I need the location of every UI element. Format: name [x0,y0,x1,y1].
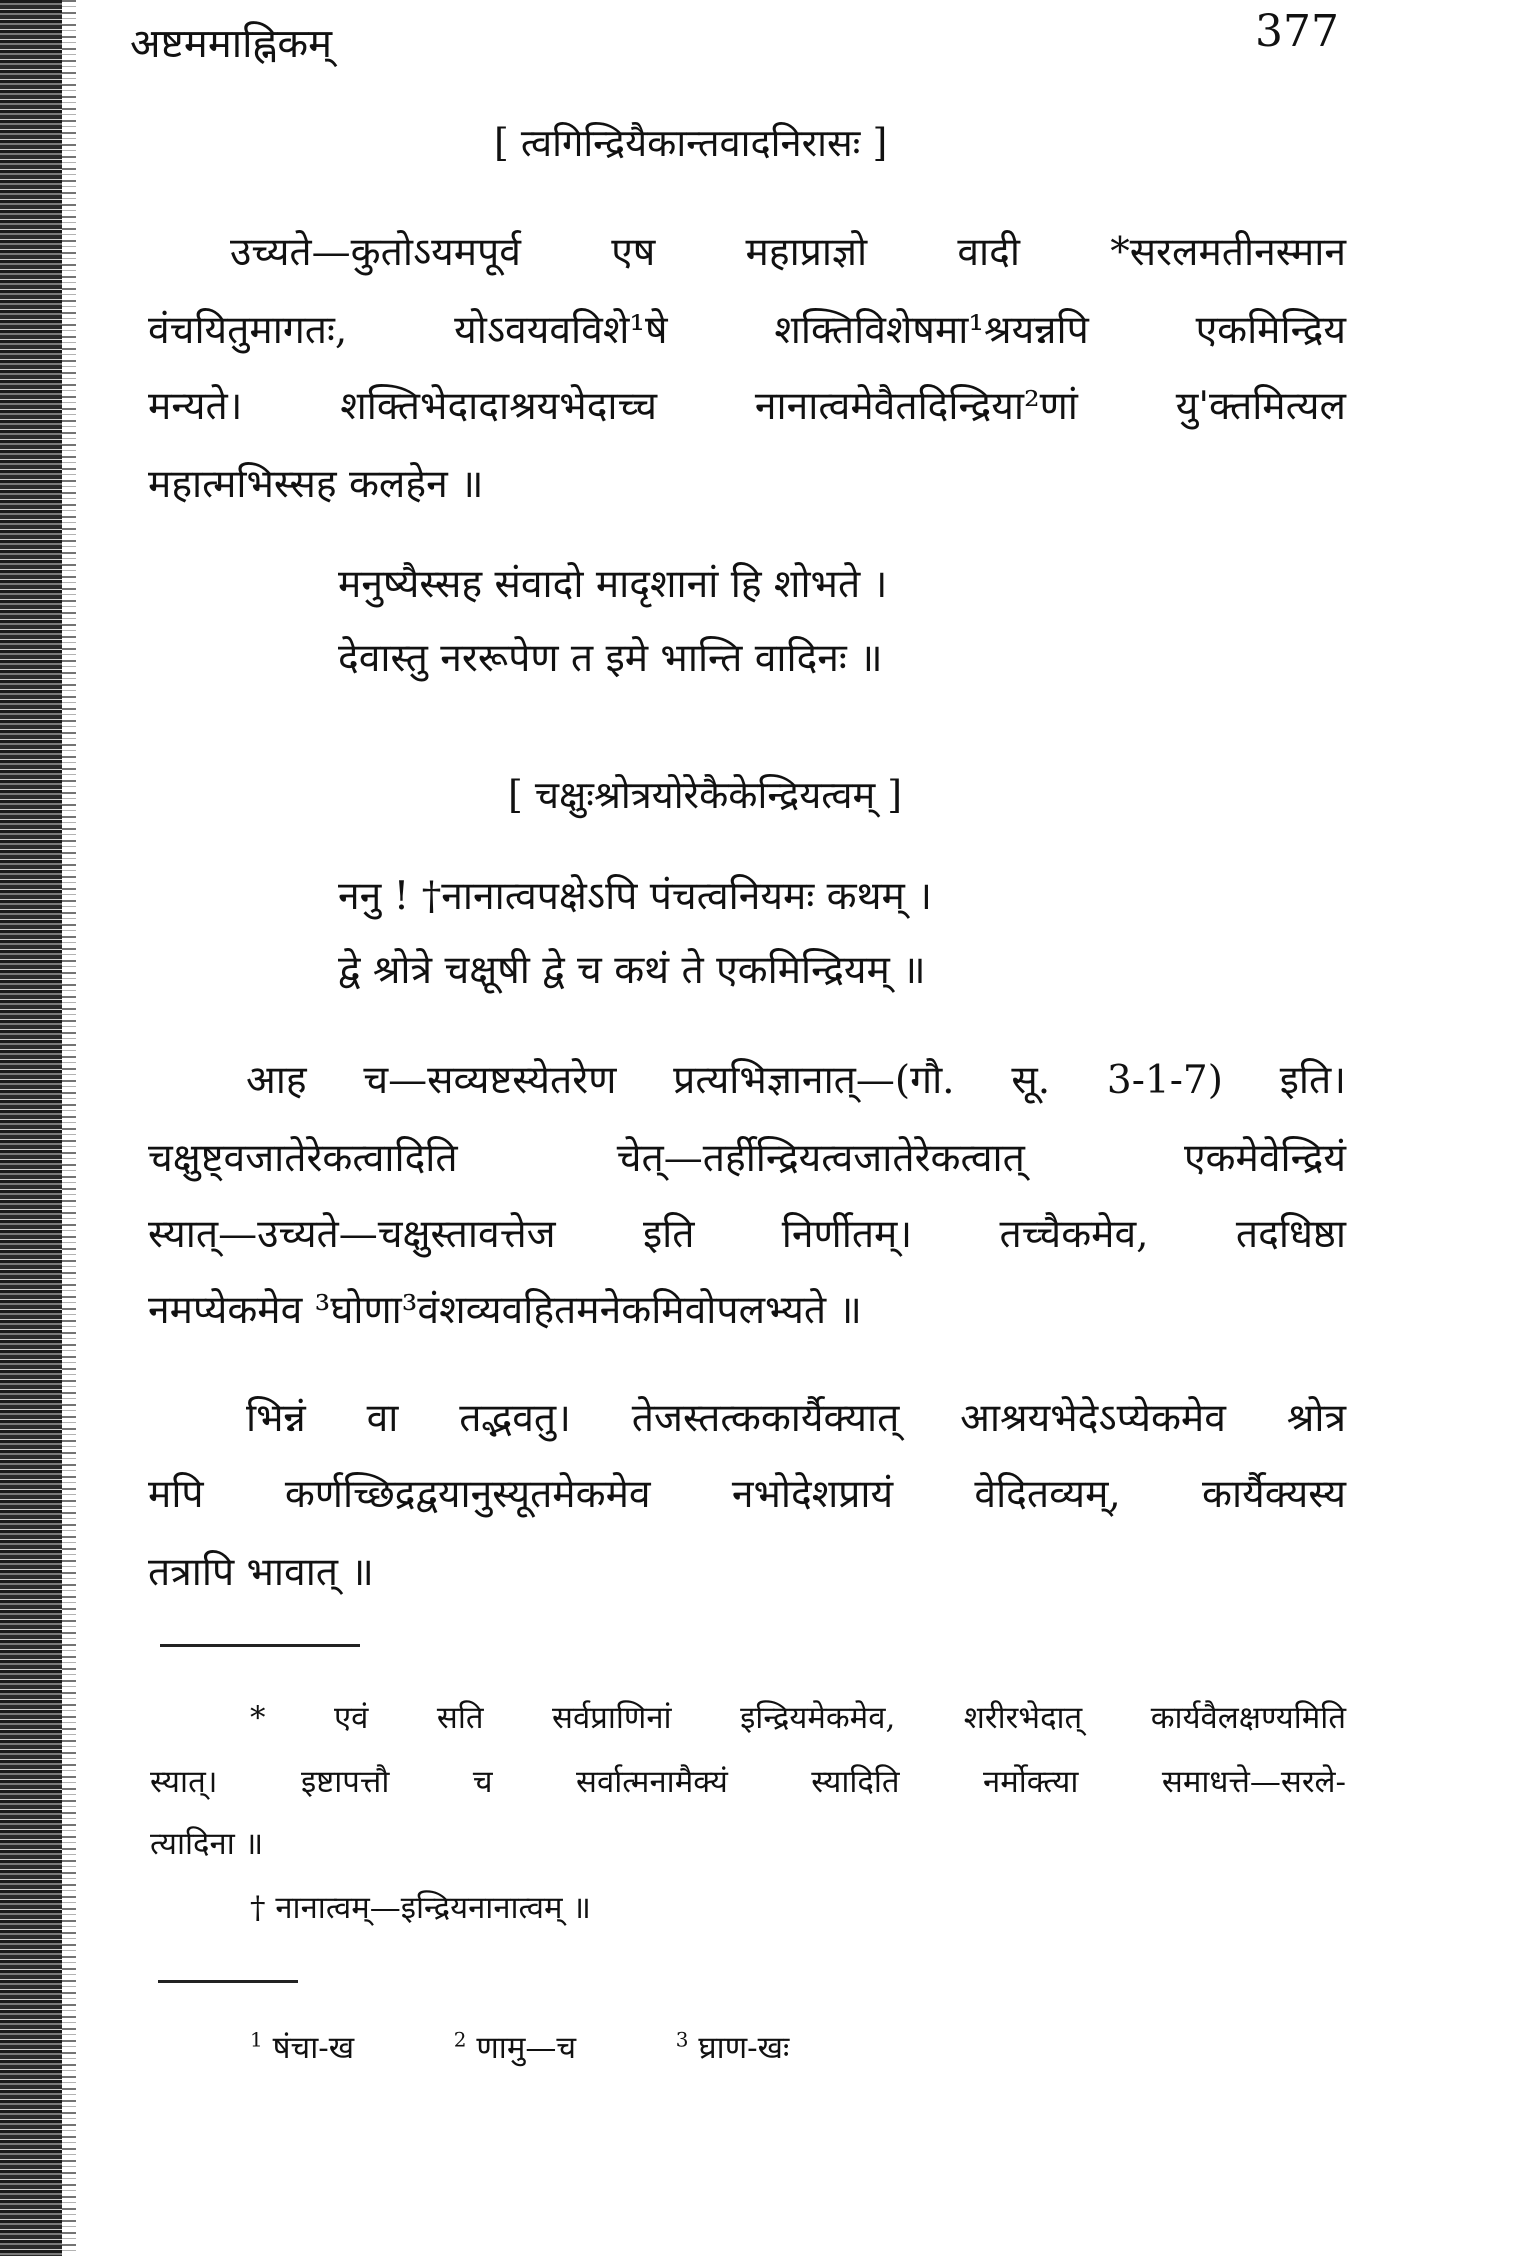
paragraph-1-line-4: महात्मभिस्सह कलहेन ॥ [148,462,484,507]
paragraph-3-line-2: मपि कर्णच्छिद्रद्वयानुस्यूतमेकमेव नभोदेशप्रायं वेदितव्यम्, कार्यैक्यस्य [148,1472,1346,1517]
paragraph-1-line-2: वंचयितुमागतः, योऽवयवविशे¹षे शक्तिविशेषमा¹श्रयन्नपि एकमिन्द्रिय [148,308,1346,353]
paragraph-3-line-1: भिन्नं वा तद्भवतु। तेजस्तत्ककार्यैक्यात् आश्रयभेदेऽप्येकमेव श्रोत्र [246,1396,1346,1441]
variant-3 [675,2027,790,2066]
book-binding-edge [0,0,62,2256]
variant-3-text: घ्राण-खः [698,2030,790,2066]
paragraph-3-line-3: तत्रापि भावात् ॥ [148,1550,374,1595]
paragraph-2-line-4: नमप्येकमेव ³घोणा³वंशव्यवहितमनेकमिवोपलभ्यते ॥ [148,1288,862,1333]
variant-1-mark: 1 [250,2027,263,2052]
verse-2-line-2: द्वे श्रोत्रे चक्षूषी द्वे च कथं ते एकमिन्द्रियम् ॥ [338,948,926,993]
variants-separator [158,1980,298,1983]
variant-3-mark: 3 [675,2027,689,2052]
variant-2 [453,2027,586,2066]
paragraph-1-line-1: उच्यते—कुतोऽयमपूर्व एष महाप्राज्ञो वादी *सरलमतीनस्मान [230,230,1346,275]
paragraph-2-line-3: स्यात्—उच्यते—चक्षुस्तावत्तेज इति निर्णीतम्। तच्चैकमेव, तदधिष्ठा [148,1212,1346,1257]
variant-1 [250,2027,364,2066]
footnote-dagger: † नानात्वम्—इन्द्रियनानात्वम् ॥ [250,1890,591,1926]
footnote-separator [160,1644,360,1647]
variant-readings [250,2026,789,2068]
verse-1-line-2: देवास्तु नररूपेण त इमे भान्ति वादिनः ॥ [338,636,883,681]
footnote-star-line-3: त्यादिना ॥ [150,1826,264,1862]
paragraph-1-line-3: मन्यते। शक्तिभेदादाश्रयभेदाच्च नानात्वमेवैतदिन्द्रिया²णां यु'क्तमित्यल [148,384,1346,429]
variant-2-mark: 2 [453,2027,467,2052]
variant-2-text: णामु—च [476,2030,577,2066]
section-heading-2: [ चक्षुःश्रोत्रयोरेकैकेन्द्रियत्वम् ] [508,773,903,817]
footnote-star-line-2: स्यात्। इष्टापत्तौ च सर्वात्मनामैक्यं स्यादिति नर्मोक्त्या समाधत्ते—सरले- [150,1764,1346,1800]
page-number: 377 [1255,6,1339,57]
footnote-star-line-1: * एवं सति सर्वप्राणिनां इन्द्रियमेकमेव, शरीरभेदात् कार्यवैलक्षण्यमिति [250,1700,1346,1736]
section-heading-1: [ त्वगिन्द्रियैकान्तवादनिरासः ] [494,121,888,165]
verse-2-line-1: ननु ! †नानात्वपक्षेऽपि पंचत्वनियमः कथम् । [338,874,933,919]
paragraph-2-line-1: आह च—सव्यष्टस्येतरेण प्रत्यभिज्ञानात्—(गौ. सू. 3-1-7) इति। [246,1058,1346,1103]
running-header: अष्टममाह्निकम् [130,21,332,67]
variant-1-text: षंचा-ख [272,2030,355,2066]
verse-1-line-1: मनुष्यैस्सह संवादो मादृशानां हि शोभते । [338,562,888,607]
paragraph-2-line-2: चक्षुष्ट्वजातेरेकत्वादिति चेत्—तर्हीन्द्रियत्वजातेरेकत्वात् एकमेवेन्द्रियं [148,1136,1346,1181]
